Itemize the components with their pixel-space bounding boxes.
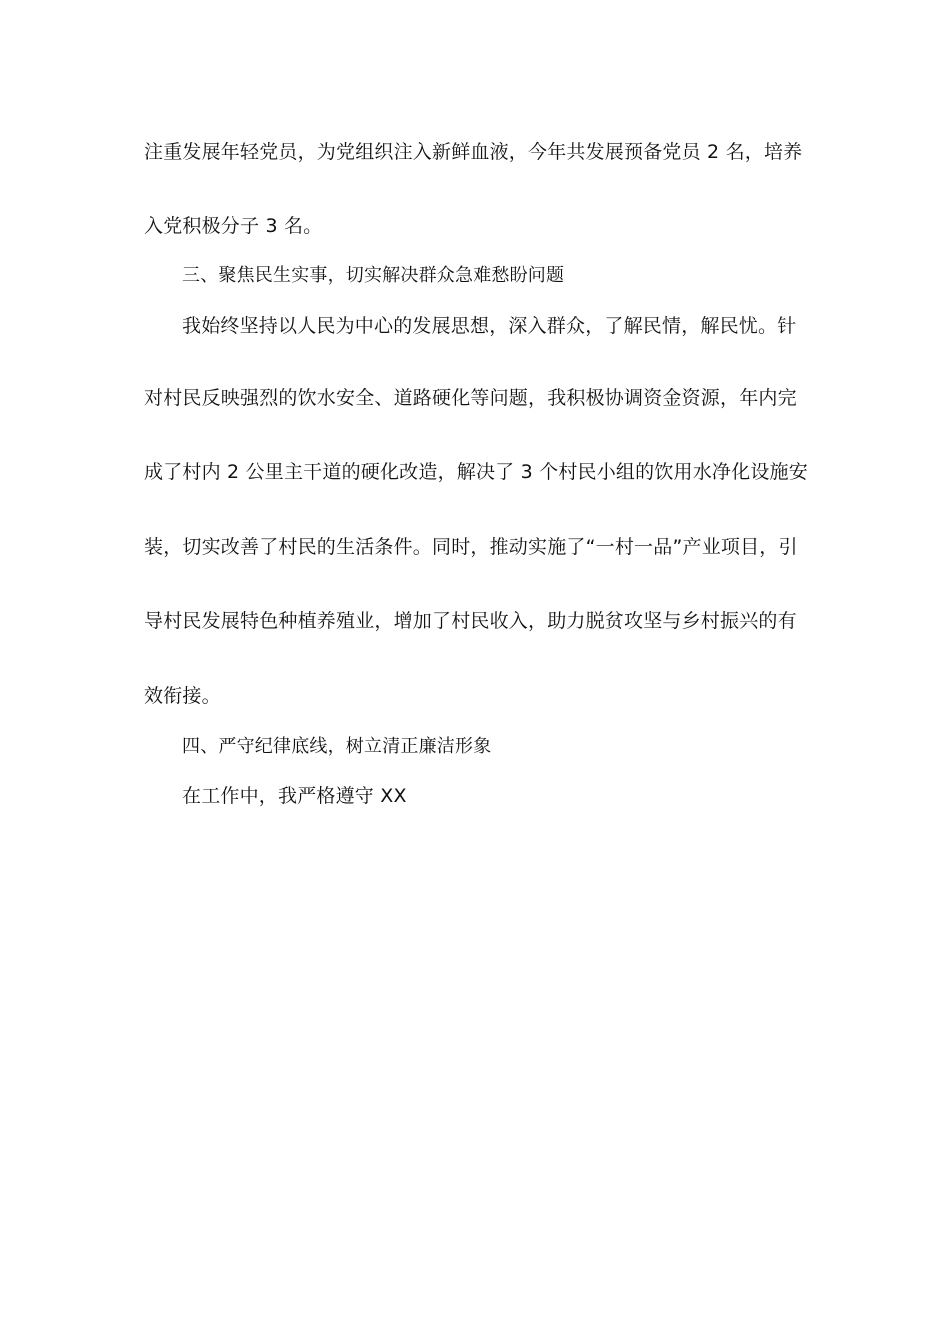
paragraph-1-line-2: 入党积极分子 3 名。	[144, 215, 323, 237]
paragraph-2-line-1: 我始终坚持以人民为中心的发展思想，深入群众，了解民情，解民忧。针	[182, 315, 797, 337]
paragraph-2-line-2: 对村民反映强烈的饮水安全、道路硬化等问题，我积极协调资金资源，年内完	[144, 387, 797, 409]
paragraph-2-line-5: 导村民发展特色种植养殖业，增加了村民收入，助力脱贫攻坚与乡村振兴的有	[144, 610, 797, 632]
paragraph-2-line-3: 成了村内 2 公里主干道的硬化改造，解决了 3 个村民小组的饮用水净化设施安	[144, 461, 808, 483]
paragraph-2-line-6: 效衔接。	[144, 685, 221, 707]
paragraph-1-line-1: 注重发展年轻党员，为党组织注入新鲜血液，今年共发展预备党员 2 名，培养	[144, 141, 803, 163]
section-heading-4: 四、严守纪律底线，树立清正廉洁形象	[182, 736, 492, 757]
section-heading-3: 三、聚焦民生实事，切实解决群众急难愁盼问题	[182, 265, 565, 286]
paragraph-3-line-1: 在工作中，我严格遵守 XX	[182, 785, 407, 807]
paragraph-2-line-4: 装，切实改善了村民的生活条件。同时，推动实施了“一村一品”产业项目，引	[144, 536, 798, 558]
